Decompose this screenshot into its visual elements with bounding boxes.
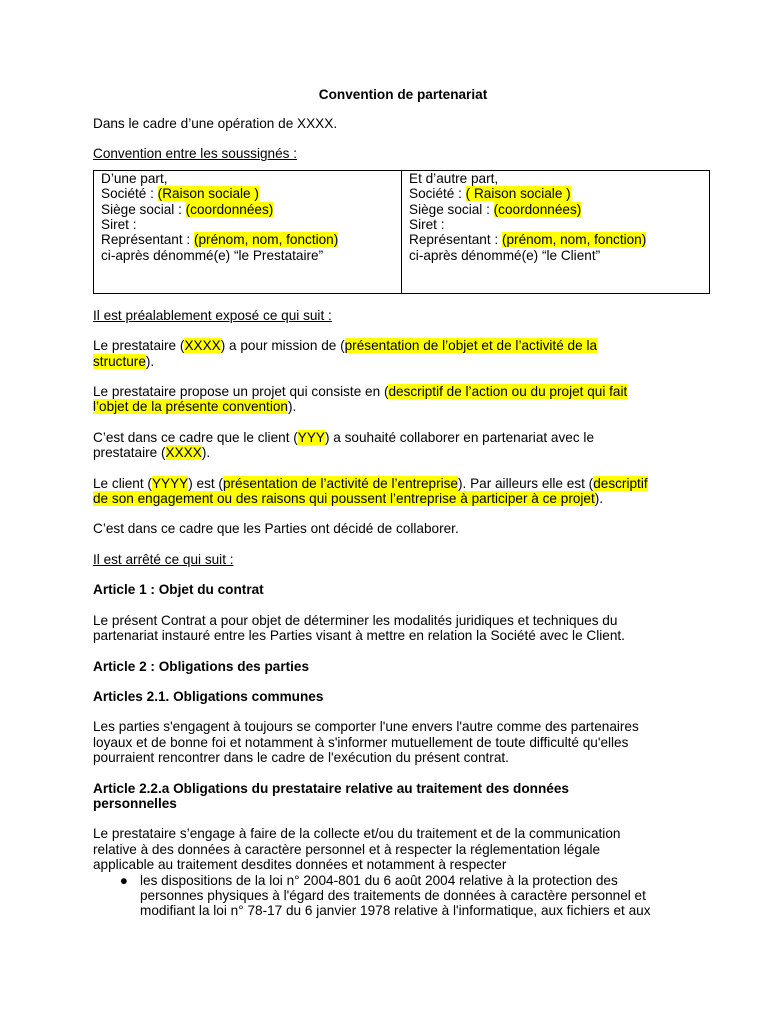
placeholder-highlight: YYY (297, 429, 325, 445)
projet-paragraph (93, 384, 713, 415)
text-line: personnes physiques à l'égard des traitements de données à caractère personnel et (140, 887, 646, 903)
societe-placeholder: ( Raison sociale ) (465, 186, 571, 202)
expose-heading: Il est préalablement exposé ce qui suit : (93, 307, 332, 323)
text-run: ) a souhaité collaborer en partenariat avec le (324, 429, 594, 445)
document-title: Convention de partenariat (318, 87, 488, 102)
text-run: ). Par ailleurs elle est ( (457, 475, 594, 491)
text-line: applicable au traitement desdites données et notamment à respecter (93, 857, 507, 873)
party-right-cell (402, 170, 710, 293)
text-line: relative à des données à caractère personnel et à respecter la réglementation légale (93, 841, 601, 857)
representant-label: Représentant : (409, 232, 502, 248)
placeholder-highlight: descriptif de l’action ou du projet qui fait (388, 384, 628, 400)
mission-paragraph (93, 338, 713, 369)
placeholder-highlight: de son engagement ou des raisons qui poussent l’entreprise à participer à ce projet (93, 491, 595, 507)
client-activity-paragraph (93, 476, 713, 507)
article-2-2a-text (93, 826, 713, 872)
placeholder-highlight: descriptif (593, 475, 648, 491)
placeholder-highlight: XXXX (165, 445, 202, 461)
siege-label: Siège social : (409, 201, 494, 217)
text-run: prestataire ( (93, 445, 166, 461)
parties-table (93, 170, 710, 294)
text-run: Le prestataire propose un projet qui consiste en ( (93, 384, 389, 400)
client-paragraph (93, 430, 713, 461)
text-line: les dispositions de la loi n° 2004-801 du 6 août 2004 relative à la protection des (140, 872, 618, 888)
article-1-text (93, 613, 713, 644)
article-1-title: Article 1 : Objet du contrat (93, 582, 264, 598)
text-run: Le client ( (93, 475, 152, 491)
article-2-1-title: Articles 2.1. Obligations communes (93, 688, 324, 704)
text-line: loyaux et de bonne foi et notamment à s'informer mutuellement de toute difficulté qu'elles (93, 734, 629, 750)
party-left-siret: Siret : (101, 217, 137, 233)
party-left-cell (94, 170, 402, 293)
placeholder-highlight: structure (93, 353, 146, 369)
list-item (93, 873, 713, 919)
text-run: ). (287, 399, 297, 415)
party-right-siret: Siret : (409, 217, 445, 233)
text-line: partenariat instauré entre les Parties visant à mettre en relation la Société avec le Client. (93, 628, 625, 644)
placeholder-highlight: l’objet de la présente convention (93, 399, 288, 415)
placeholder-highlight: XXXX (184, 338, 221, 354)
arrete-heading: Il est arrêté ce qui suit : (93, 551, 234, 567)
party-right-intro: Et d’autre part, (409, 170, 499, 186)
societe-label: Société : (409, 186, 466, 202)
siege-label: Siège social : (101, 201, 186, 217)
convention-heading: Convention entre les soussignés : (93, 146, 298, 162)
placeholder-highlight: présentation de l’objet et de l’activité de la (344, 338, 598, 354)
document-page (93, 86, 713, 919)
party-right-representant (409, 232, 709, 247)
text-run: ) a pour mission de ( (220, 338, 345, 354)
text-run: Le prestataire ( (93, 338, 185, 354)
text-line: modifiant la loi n° 78-17 du 6 janvier 1978 relative à l'informatique, aux fichiers et aux (140, 903, 651, 919)
text-run: ) est ( (188, 475, 223, 491)
text-line: Le présent Contrat a pour objet de déterminer les modalités juridiques et techniques du (93, 612, 618, 628)
societe-placeholder: (Raison sociale ) (157, 186, 259, 202)
text-line: Les parties s'engagent à toujours se comporter l'une envers l'autre comme des partenaires (93, 719, 639, 735)
placeholder-highlight: présentation de l’activité de l’entreprise (222, 475, 458, 491)
article-2-2a-title (93, 781, 713, 812)
text-run: ). (145, 353, 155, 369)
party-right-societe (409, 186, 709, 201)
representant-label: Représentant : (101, 232, 194, 248)
collaboration-paragraph: C’est dans ce cadre que les Parties ont décidé de collaborer. (93, 521, 459, 537)
party-left-intro: D’une part, (101, 170, 168, 186)
bullet-icon: ● (119, 872, 128, 888)
party-left-societe (101, 186, 401, 201)
party-left-siege (101, 202, 401, 217)
text-line: Le prestataire s’engage à faire de la collecte et/ou du traitement et de la communication (93, 826, 621, 842)
text-line: personnelles (93, 795, 177, 811)
representant-placeholder: (prénom, nom, fonction) (193, 232, 339, 248)
list-item-text (140, 873, 713, 919)
text-run: C’est dans ce cadre que le client ( (93, 429, 298, 445)
text-line: Article 2.2.a Obligations du prestataire relative au traitement des données (93, 780, 569, 796)
party-right-denomme: ci-après dénommé(e) “le Client” (409, 247, 601, 263)
article-2-1-text (93, 719, 713, 765)
intro-paragraph: Dans le cadre d’une opération de XXXX. (93, 116, 338, 131)
party-right-siege (409, 202, 709, 217)
siege-placeholder: (coordonnées) (493, 201, 582, 217)
article-2-title: Article 2 : Obligations des parties (93, 658, 310, 674)
placeholder-highlight: YYYY (151, 475, 189, 491)
party-left-denomme: ci-après dénommé(e) “le Prestataire” (101, 247, 324, 263)
text-line: pourraient rencontrer dans le cadre de l'exécution du présent contrat. (93, 750, 509, 766)
party-left-representant (101, 232, 401, 247)
text-run: ). (201, 445, 211, 461)
text-run: ). (594, 491, 604, 507)
societe-label: Société : (101, 186, 158, 202)
siege-placeholder: (coordonnées) (185, 201, 274, 217)
representant-placeholder: (prénom, nom, fonction) (501, 232, 647, 248)
